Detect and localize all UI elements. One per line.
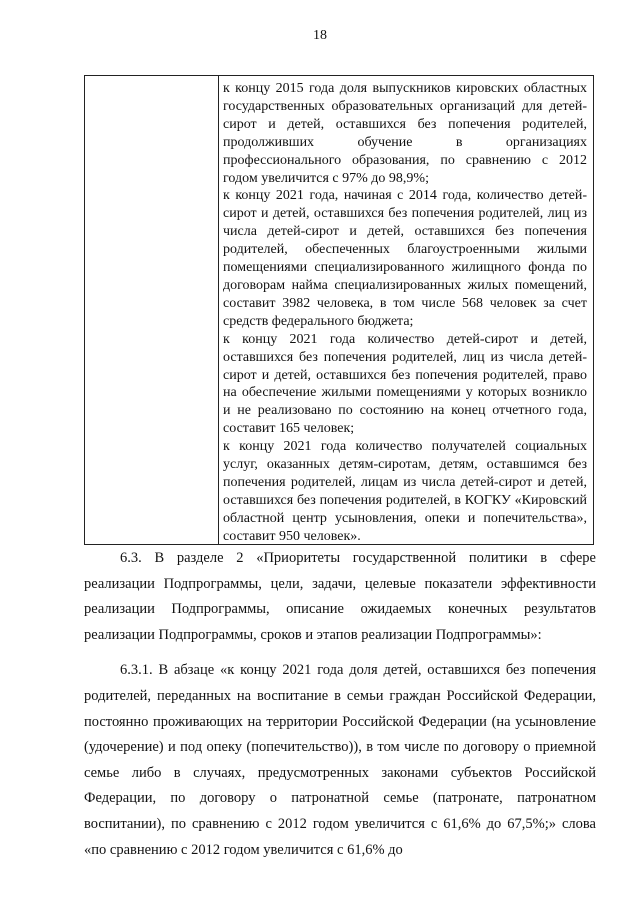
cell-paragraph-3: к концу 2021 года количество детей-сирот и детей, оставшихся без попечения родителей, лиц из числа детей-сирот и детей, оставшихся без попечения родителей, право на обеспечение жилыми помещениями у которых возникло и не реализовано по состоянию на конец отчетного года, составит 165 человек; bbox=[223, 331, 587, 437]
table-cell-content bbox=[223, 80, 587, 546]
cell-paragraph-2: к концу 2021 года, начиная с 2014 года, количество детей-сирот и детей, оставшихся без попечения родителей, лиц из числа детей-сирот и детей, оставшихся без попечения родителей, обеспеченных благоустроенными жилыми помещениями специализированного жилищного фонда по договорам найма специализированных жилых помещений, составит 3982 человека, в том числе 568 человек за счет средств федерального бюджета; bbox=[223, 188, 587, 329]
cell-paragraph-1: к концу 2015 года доля выпускников кировских областных государственных образовательных организаций для детей-сирот и детей, оставшихся без попечения родителей, продолживших обучение в организациях профессионального образования, по сравнению с 2012 годом увеличится с 97% до 98,9%; bbox=[223, 81, 587, 186]
cell-paragraph-4: к концу 2021 года количество получателей социальных услуг, оказанных детям-сиротам, детям, оставшимся без попечения родителей, лицам из числа детей-сирот и детей, оставшихся без попечения родителей, в КОГКУ «Кировский областной центр усыновления, опеки и попечительства», составит 950 человек». bbox=[223, 439, 587, 544]
body-paragraph-6-3-1: 6.3.1. В абзаце «к концу 2021 года доля детей, оставшихся без попечения родителей, переданных на воспитание в семьи граждан Российской Федерации, постоянно проживающих на территории Российской Федерации (на усыновление (удочерение) и под опеку (попечительство)), в том числе по договору о приемной семье либо в случаях, предусмотренных законами субъектов Российской Федерации, по договору о патронатной семье (патронате, патронатном воспитании), по сравнению с 2012 годом увеличится с 61,6% до 67,5%;» слова «по сравнению с 2012 годом увеличится с 61,6% до bbox=[84, 662, 596, 858]
table-column-divider bbox=[218, 76, 219, 544]
body-paragraph-6-3: 6.3. В разделе 2 «Приоритеты государственной политики в сфере реализации Подпрограммы, цели, задачи, целевые показатели эффективности реализации Подпрограммы, описание ожидаемых конечных результатов реализации Подпрограммы, сроков и этапов реализации Подпрограммы»: bbox=[84, 550, 596, 643]
body-text bbox=[84, 546, 596, 863]
table bbox=[84, 75, 594, 545]
page-number: 18 bbox=[313, 28, 327, 43]
